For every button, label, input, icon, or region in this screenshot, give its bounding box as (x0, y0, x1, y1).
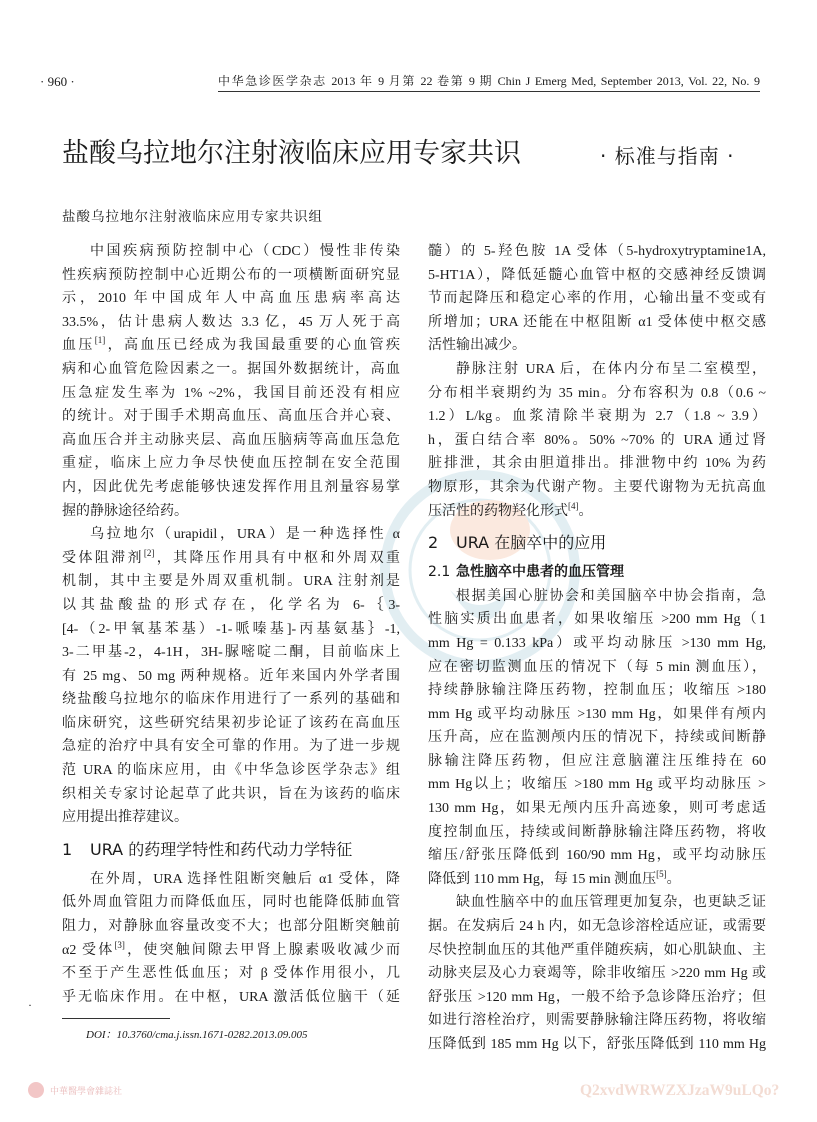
text-line: 范 URA 的临床应用，由《中华急诊医学杂志》组 (62, 763, 400, 779)
text-segment: 压活性的药物羟化形式 (428, 503, 568, 519)
text-line: 重症，临床上应力争尽快使血压控制在安全范围 (62, 456, 400, 472)
text-line: 握的静脉途径给药。 (62, 503, 188, 519)
text-line: 缩压/舒张压降低到 160/90 mm Hg，或平均动脉压 (428, 848, 766, 864)
text-line: 应在密切监测血压的情况下（每 5 min 测血压）， (428, 659, 766, 675)
text-line: 有 25 mg、50 mg 两种规格。近年来国内外学者围 (62, 668, 400, 684)
paragraph (62, 240, 400, 523)
text-line (62, 334, 400, 358)
text-line: 尽快控制血压的其他严重伴随疾病，如心肌缺血、主 (428, 942, 766, 958)
section-number: 2.1 (428, 564, 451, 581)
text-line: 33.5%，估计患病人数达 3.3 亿，45 万人死于高 (62, 314, 400, 330)
text-line: 性脑实质出血患者，如果收缩压 >200 mm Hg（1 (428, 612, 766, 628)
text-line: h，蛋白结合率 80%。50% ~70% 的 URA 通过肾 (428, 432, 766, 448)
paragraph (428, 585, 766, 892)
text-line: 度控制血压，持续或间断静脉输注降压药物，将收 (428, 824, 766, 840)
text-segment: 血压 (62, 338, 95, 354)
text-line: 压降低到 185 mm Hg 以下，舒张压降低到 110 mm Hg (428, 1037, 766, 1052)
text-line: 所增加；URA 还能在中枢阻断 α1 受体使中枢交感 (428, 314, 766, 330)
section-heading-text: 急性脑卒中患者的血压管理 (456, 564, 624, 581)
text-segment: 。 (666, 871, 681, 887)
text-line: 急症的治疗中具有安全可靠的作用。为了进一步规 (62, 739, 400, 755)
text-line: 不至于产生恶性低血压；对 β 受体作用很小，几 (62, 966, 400, 982)
watermark-code: Q2xvdWRWZXJzaW9uLQo? (580, 1082, 780, 1099)
text-line: 3-二甲基-2，4-1H，3H-脲嘧啶二酮，目前临床上 (62, 645, 400, 661)
citation-ref: [2] (143, 547, 155, 558)
footnote-divider (62, 1018, 170, 1019)
text-line: 阻力，对静脉血容量改变不大；也部分阻断突触前 (62, 919, 400, 935)
section-number: 2 (428, 533, 439, 553)
text-line: 高血压合并主动脉夹层、高血压脑病等高血压急危 (62, 432, 400, 448)
text-line: 中国疾病预防控制中心（CDC）慢性非传染 (90, 244, 400, 259)
journal-running-header: 中华急诊医学杂志 2013 年 9 月第 22 卷第 9 期 Chin J Emerg Med, September 2013, Vol. 22, No. 9 (218, 72, 760, 92)
text-line: 临床研究，这些研究结果初步论证了该药在高血压 (62, 715, 400, 731)
section-heading (428, 531, 766, 555)
text-line: 1.2）L/kg。血浆清除半衰期为 2.7（1.8 ~ 3.9） (428, 409, 766, 425)
text-segment: ，使突触间隙去甲肾上腺素吸收减少而 (124, 942, 400, 958)
text-line: 髓）的 5-羟色胺 1A 受体（5-hydroxytryptamine1A, (428, 244, 766, 259)
text-line: 织相关专家讨论起草了此共识，旨在为该药的临床 (62, 786, 400, 802)
text-segment: 降低到 110 mm Hg，每 15 min 测血压 (428, 871, 657, 887)
scan-dot: · (28, 998, 32, 1012)
section-heading (428, 561, 766, 585)
text-line: 在外周，URA 选择性阻断突触后 α1 受体，降 (90, 871, 400, 887)
text-line: 以其盐酸盐的形式存在，化学名为 6-｛3- (62, 597, 400, 613)
text-line: 动脉夹层及心力衰竭等，除非收缩压 >220 mm Hg 或 (428, 966, 766, 982)
text-line: 的统计。对于围手术期高血压、高血压合并心衰、 (62, 409, 400, 425)
text-line: 性疾病预防控制中心近期公布的一项横断面研究显 (62, 267, 400, 283)
text-line: 应用提出推荐建议。 (62, 810, 188, 826)
doi-footnote: DOI：10.3760/cma.j.issn.1671-0282.2013.09.005 (86, 1029, 308, 1041)
text-line: 根据美国心脏协会和美国脑卒中协会指南，急 (456, 588, 766, 604)
paragraph (428, 891, 766, 1056)
citation-ref: [5] (656, 868, 667, 879)
publisher-logo-text: 中華醫學會雜誌社 (50, 1085, 123, 1096)
page-number: · 960 · (40, 74, 75, 89)
text-line: 静脉注射 URA 后，在体内分布呈二室模型， (456, 361, 766, 377)
text-line (62, 547, 400, 571)
left-column (62, 240, 400, 1009)
citation-ref: [4] (568, 500, 579, 511)
section-heading-text: URA 的药理学特性和药代动力学特征 (90, 839, 353, 859)
article-title: 盐酸乌拉地尔注射液临床应用专家共识 (62, 138, 521, 169)
text-line: 据。在发病后 24 h 内，如无急诊溶栓适应证，或需要 (428, 919, 766, 935)
text-line: 节而起降压和稳定心率的作用，心输出量不变或有 (428, 291, 766, 307)
section-tag: · 标准与指南 · (600, 144, 735, 168)
text-line: 乎无临床作用。在中枢，URA 激活低位脑干（延 (62, 989, 400, 1005)
text-line: 脏排泄，其余由胆道排出。排泄物中约 10% 为药 (428, 456, 766, 472)
publisher-logo (28, 1082, 122, 1098)
paragraph (428, 240, 766, 358)
text-segment: ，其降压作用具有中枢和外周双重 (154, 550, 400, 566)
text-line (428, 868, 766, 892)
text-line: mm Hg = 0.133 kPa）或平均动脉压 >130 mm Hg, (428, 635, 766, 651)
paragraph (62, 523, 400, 830)
right-column (428, 240, 766, 1057)
text-line: 绕盐酸乌拉地尔的临床作用进行了一系列的基础和 (62, 692, 400, 708)
text-line: 缺血性脑卒中的血压管理更加复杂，也更缺乏证 (456, 895, 766, 911)
text-line: mm Hg以上；收缩压 >180 mm Hg 或平均动脉压 > (428, 777, 766, 793)
text-line: 低外周血管阻力而降低血压，同时也能降低肺血管 (62, 895, 400, 911)
section-heading-text: URA 在脑卒中的应用 (456, 533, 607, 553)
text-segment: 受体阻滞剂 (62, 550, 144, 566)
text-segment: ，高血压已经成为我国最重要的心血管疾 (105, 338, 400, 354)
author-group: 盐酸乌拉地尔注射液临床应用专家共识组 (62, 209, 323, 224)
text-line (428, 500, 766, 524)
text-segment: 。 (578, 503, 593, 519)
text-line: [4-（2-甲氧基苯基）-1-哌嗪基]-丙基氨基｝-1, (62, 621, 400, 637)
text-line: 示，2010 年中国成年人中高血压患病率高达 (62, 291, 400, 307)
text-line: 压升高，应在监测颅内压的情况下，持续或间断静 (428, 730, 766, 746)
citation-ref: [3] (114, 939, 125, 950)
text-line: 5-HT1A），降低延髓心血管中枢的交感神经反馈调 (428, 267, 766, 283)
text-line: 如进行溶栓治疗，则需要静脉输注降压药物，将收缩 (428, 1013, 766, 1029)
text-line: 舒张压 >120 mm Hg，一般不给予急诊降压治疗；但 (428, 989, 766, 1005)
text-line: 活性输出减少。 (428, 338, 526, 354)
text-line: 机制，其中主要是外周双重机制。URA 注射剂是 (62, 574, 400, 590)
text-line: 130 mm Hg，如果无颅内压升高迹象，则可考虑适 (428, 801, 766, 817)
text-line: 病和心血管危险因素之一。据国外数据统计，高血 (62, 361, 400, 377)
text-line: 分布相半衰期约为 35 min。分布容积为 0.8（0.6 ~ (428, 385, 766, 401)
text-line (62, 939, 400, 963)
citation-ref: [1] (94, 335, 106, 346)
text-line: 压急症发生率为 1% ~2%，我国目前还没有相应 (62, 385, 400, 401)
paragraph (428, 358, 766, 523)
section-number: 1 (62, 839, 73, 859)
paragraph (62, 868, 400, 1010)
text-segment: α2 受体 (62, 942, 115, 958)
flower-logo-icon (28, 1082, 44, 1098)
text-line: 脉输注降压药物，但应注意脑灌注压维持在 60 (428, 753, 766, 769)
text-line: 物原形，其余为代谢产物。主要代谢物为无抗高血 (428, 479, 766, 495)
text-line: 内，因此优先考虑能够快速发挥作用且剂量容易掌 (62, 479, 400, 495)
text-line: 乌拉地尔（urapidil，URA）是一种选择性 α (90, 527, 400, 543)
text-line: mm Hg 或平均动脉压 >130 mm Hg，如果伴有颅内 (428, 706, 766, 722)
section-heading (62, 838, 400, 862)
text-line: 持续静脉输注降压药物，控制血压；收缩压 >180 (428, 683, 766, 699)
